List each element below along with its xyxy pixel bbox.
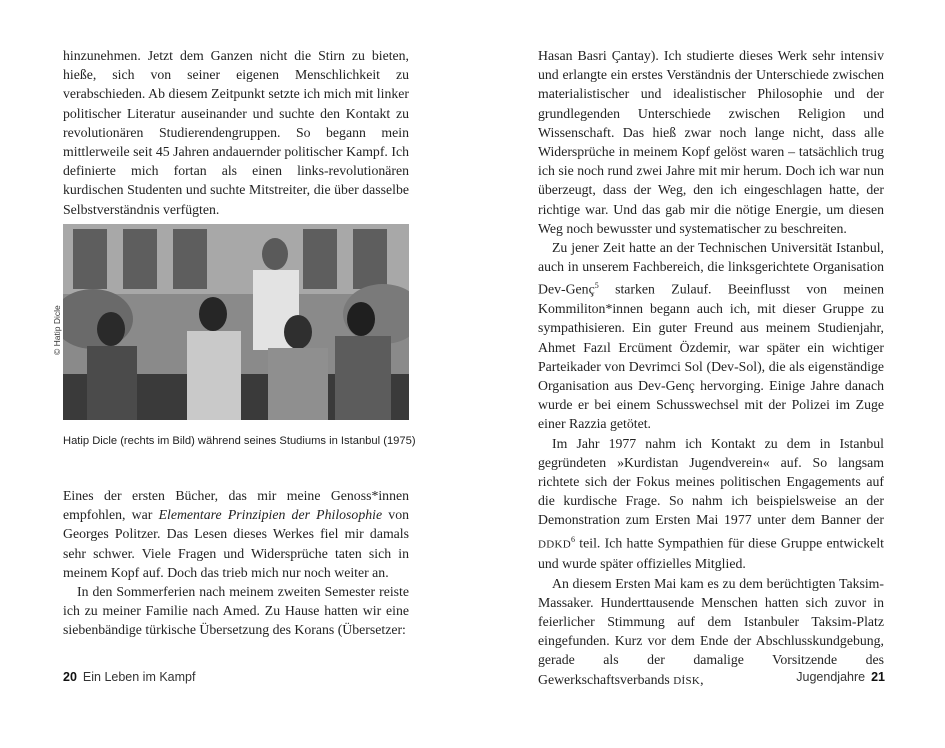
right-paragraph-1: Hasan Basri Çantay). Ich studierte dieses Werk sehr intensiv und erlangte ein erstes Verständnis der Unterschiede zwischen materialistischer und idealistischer Philosophie und der grundlegenden Unterschiede zwischen Religion und Wissenschaft. Das hieß zwar noch lange nicht, dass alle Widersprüche in meinem Kopf gelöst waren – tatsächlich trug ich sie noch rund zwei Jahre mit mir herum. Doch ich war nun überzeugt, dass der Weg, den ich eingeschlagen hatte, der richtige war. Und das gab mir die nötige Energie, um diesen Weg noch bewusster und systematischer zu beschreiten. [538,48,884,236]
right-footer [790,670,885,684]
left-paragraph-3: In den Sommerferien nach meinem zweiten Semester reiste ich zu meiner Familie nach Amed. Zu Hause hatten wir eine siebenbändige türkische Übersetzung des Korans (Übersetzer: [63,584,409,638]
ddkd-abbreviation: DDKD [538,538,571,551]
right-para3-start: Im Jahr 1977 nahm ich Kontakt zu dem in Istanbul gegründeten »Kurdistan Jugendverein« auf. So langsam richtete sich der Fokus meines politischen Engagements auf die kurdische Frage. So nahm ich beispielsweise an der Demonstration zum Ersten Mai 1977 unter dem Banner der [538,435,884,528]
black-and-white-group-photo [63,224,409,420]
right-paragraph-2 [538,238,884,434]
right-para2-start: Zu jener Zeit hatte an der Technischen Universität Istanbul, auch in unserem Fachbereich, die linksgerichtete Organisation Dev-Genç [538,240,884,298]
book-title: Elementare Prinzipien der Philosophie [158,507,383,523]
right-text [538,46,884,691]
right-para2-end: starken Zulauf. Beeinflusst von meinen Kommiliton*innen begann auch ich, mit dieser Gruppe zu sympathisieren. Ein guter Freund aus meinem Studienjahr, Ahmet Fazıl Ercüment Özdemir, war später ein wichtiger Parteikader von Devrimci Sol (Dev-Sol), die als eigenständige Organisation aus Dev-Genç hervorging. Einige Jahre danach wurde er bei einem Schusswechsel mit der Polizei im Zuge einer Razzia getötet. [538,282,884,432]
left-bottom-text [63,486,409,640]
footnote-ref-5[interactable]: 5 [594,281,599,291]
left-page [0,0,472,748]
left-top-text [63,46,409,219]
right-running-title: Jugendjahre [796,670,866,684]
right-page [472,0,945,748]
left-para2-end: von Georges Politzer. Das Lesen dieses Werkes fiel mir damals sehr schwer. Viele Fragen und Widersprüche taten sich in meinem Kopf auf. Doch das trieb mich nur noch weiter an. [63,507,409,580]
footnote-ref-6[interactable]: 6 [570,534,575,544]
right-para4-start: An diesem Ersten Mai kam es zu dem berüchtigten Taksim-Massaker. Hunderttausende Menschen hatten sich zuvor in feierlicher Stimmung auf dem Istanbuler Taksim-Platz eingefunden. Kurz vor dem Ende der Abschlusskundgebung, gerade als der damalige Vorsitzende des Gewerkschaftsverbands [538,575,884,687]
left-paragraph-2 [63,486,409,582]
photo-figure [63,224,409,420]
right-para4-end: , [700,671,704,687]
left-top-paragraph: hinzunehmen. Jetzt dem Ganzen nicht die Stirn zu bieten, hieße, sich von seiner eigenen Menschlichkeit zu verabschieden. Ab diesem Zeitpunkt setzte ich mich mit linker politischer Literatur auseinander und suchte den Kontakt zu revolutionären Studierendengruppen. So begann mein mittlerweile seit 45 Jahren andauernder politischer Kampf. Ich definierte mich fortan als einen links-revolutionären kurdischen Studenten und suchte Mitstreiter, die über dasselbe Selbstverständnis verfügten. [63,48,409,217]
left-page-number: 20 [63,670,77,684]
right-page-number: 21 [871,670,885,684]
left-footer [63,670,201,684]
left-running-title: Ein Leben im Kampf [82,670,196,684]
right-para3-end: teil. Ich hatte Sympathien für diese Gruppe entwickelt und wurde später offizielles Mitglied. [538,535,884,572]
left-para2-start: Eines der ersten Bücher, das mir meine Genoss*innen empfohlen, war [63,488,409,523]
photo-credit: © Hatip Dicle [52,305,62,355]
photo-caption: Hatip Dicle (rechts im Bild) während seines Studiums in Istanbul (1975) [63,435,416,447]
photo-illustration [63,224,409,420]
disk-abbreviation: DİSK [673,674,701,687]
right-paragraph-3 [538,434,884,574]
